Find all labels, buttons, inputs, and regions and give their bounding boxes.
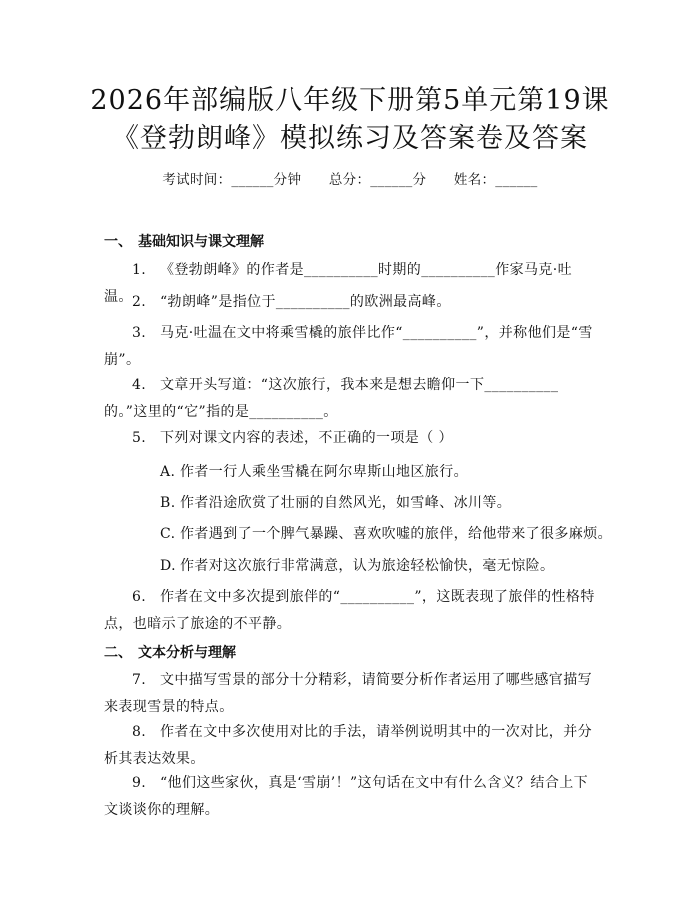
section-heading-1 (104, 231, 264, 251)
question-5 (104, 425, 598, 452)
option-text: 作者遇到了一个脾气暴躁、喜欢吹嘘的旅伴，给他带来了很多麻烦。 (180, 526, 612, 542)
question-7 (104, 667, 598, 721)
question-number: 4. (132, 377, 147, 393)
document-title-line-2: 《登勃朗峰》模拟练习及答案卷及答案 (112, 123, 588, 154)
document-title-line-1: 2026年部编版八年级下册第5单元第19课 (90, 85, 610, 116)
question-text: 作者在文中多次使用对比的手法，请举例说明其中的一次对比，并分析其表达效果。 (104, 724, 592, 767)
option-letter: A. (160, 464, 176, 480)
section-title: 文本分析与理解 (138, 645, 236, 661)
question-text: 作者在文中多次提到旅伴的“__________”，这既表现了旅伴的性格特点，也暗示了旅途的不平静。 (104, 589, 595, 632)
question-9 (104, 770, 598, 824)
question-8 (104, 719, 598, 773)
option-text: 作者对这次旅行非常满意，认为旅途轻松愉快，毫无惊险。 (180, 558, 555, 574)
section-title: 基础知识与课文理解 (138, 234, 264, 250)
option-b (160, 493, 511, 513)
question-number: 8. (132, 724, 147, 740)
question-number: 5. (132, 430, 147, 446)
option-a (160, 462, 468, 482)
question-number: 2. (132, 294, 147, 310)
option-d (160, 556, 554, 576)
question-text: “勃朗峰”是指位于__________的欧洲最高峰。 (160, 294, 451, 310)
question-text: 文中描写雪景的部分十分精彩，请简要分析作者运用了哪些感官描写来表现雪景的特点。 (104, 672, 592, 715)
exam-score: 总分：______分 (328, 172, 427, 188)
question-2 (104, 289, 598, 316)
question-text: 文章开头写道：“这次旅行，我本来是想去瞻仰一下__________的。”这里的“它”指的是__________。 (104, 377, 559, 420)
question-text: 下列对课文内容的表述，不正确的一项是（ ） (160, 430, 453, 446)
section-number: 一、 (104, 234, 132, 250)
question-number: 6. (132, 589, 147, 605)
question-3 (104, 320, 598, 374)
exam-meta (0, 168, 700, 188)
exam-time: 考试时间：______分钟 (162, 172, 302, 188)
section-heading-2 (104, 642, 236, 662)
section-number: 二、 (104, 645, 132, 661)
question-6 (104, 584, 598, 638)
question-text: “他们这些家伙，真是‘雪崩’！”这句话在文中有什么含义？结合上下文谈谈你的理解。 (104, 775, 589, 818)
question-text: 《登勃朗峰》的作者是__________时期的__________作家马克·吐温。 (104, 262, 573, 305)
question-text: 马克·吐温在文中将乘雪橇的旅伴比作“__________”，并称他们是“雪崩”。 (104, 325, 593, 368)
option-c (160, 524, 612, 544)
option-letter: B. (160, 495, 176, 511)
option-text: 作者一行人乘坐雪橇在阿尔卑斯山地区旅行。 (180, 464, 468, 480)
question-4 (104, 372, 598, 426)
option-letter: D. (160, 558, 176, 574)
option-text: 作者沿途欣赏了壮丽的自然风光，如雪峰、冰川等。 (180, 495, 512, 511)
question-number: 9. (132, 775, 147, 791)
exam-name: 姓名：______ (453, 172, 538, 188)
question-number: 3. (132, 325, 147, 341)
question-number: 7. (132, 672, 147, 688)
question-number: 1. (132, 262, 147, 278)
option-letter: C. (160, 526, 176, 542)
